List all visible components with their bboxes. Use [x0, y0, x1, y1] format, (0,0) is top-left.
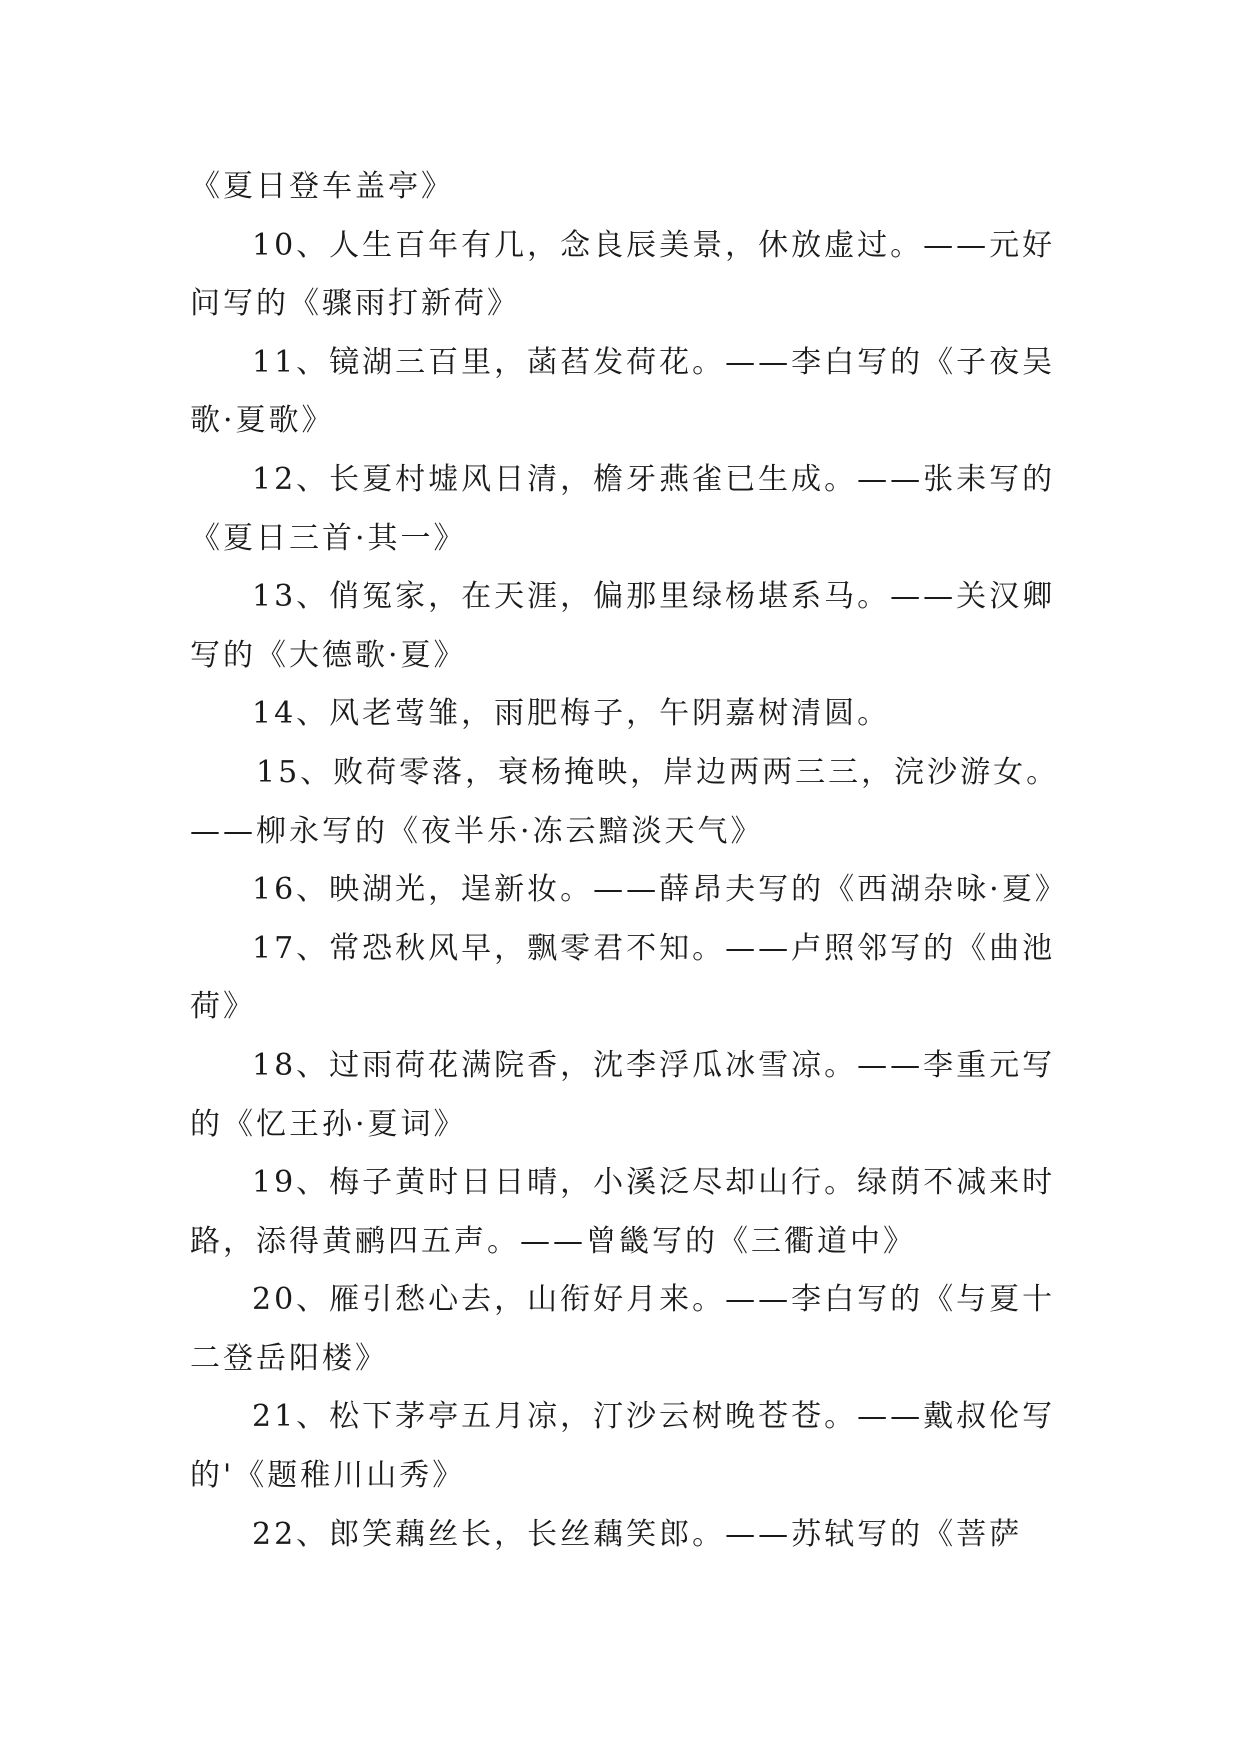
document-body [190, 158, 1068, 1564]
text-line: 荷》 [190, 989, 256, 1025]
text-line: 10、人生百年有几，念良辰美景，休放虚过。——元好 [252, 227, 1056, 263]
text-line: 13、俏冤家，在天涯，偏那里绿杨堪系马。——关汉卿 [252, 579, 1056, 615]
text-line: 20、雁引愁心去，山衔好月来。——李白写的《与夏十 [252, 1282, 1056, 1318]
text-line: 14、风老莺雏，雨肥梅子，午阴嘉树清圆。 [252, 696, 891, 732]
text-line: 路，添得黄鹂四五声。——曾畿写的《三衢道中》 [190, 1223, 916, 1259]
text-line: 的《忆王孙·夏词》 [190, 1106, 467, 1142]
text-line: 22、郎笑藕丝长，长丝藕笑郎。——苏轼写的《菩萨 [252, 1516, 1023, 1552]
text-line: ——柳永写的《夜半乐·冻云黯淡天气》 [190, 813, 764, 849]
text-line: 《夏日三首·其一》 [190, 520, 467, 556]
text-line: 12、长夏村墟风日清，檐牙燕雀已生成。——张耒写的 [252, 461, 1056, 497]
text-line: 21、松下茅亭五月凉，汀沙云树晚苍苍。——戴叔伦写 [252, 1399, 1056, 1435]
text-line: 17、常恐秋风早，飘零君不知。——卢照邻写的《曲池 [252, 930, 1056, 966]
text-line: 《夏日登车盖亭》 [190, 169, 454, 204]
text-line: 11、镜湖三百里，菡萏发荷花。——李白写的《子夜吴 [252, 344, 1056, 380]
text-line: 19、梅子黄时日日晴，小溪泛尽却山行。绿荫不减来时 [252, 1165, 1056, 1201]
text-line: 18、过雨荷花满院香，沈李浮瓜冰雪凉。——李重元写 [252, 1047, 1056, 1083]
text-line: 的'《题稚川山秀》 [190, 1458, 466, 1494]
text-line: 问写的《骤雨打新荷》 [190, 286, 520, 322]
text-line: 15、败荷零落，衰杨掩映，岸边两两三三，浣沙游女。 [256, 754, 1060, 790]
text-line: 写的《大德歌·夏》 [190, 637, 467, 673]
text-line: 歌·夏歌》 [190, 403, 335, 439]
text-line: 二登岳阳楼》 [190, 1340, 388, 1376]
text-line: 16、映湖光，逞新妆。——薛昂夫写的《西湖杂咏·夏》 [252, 872, 1068, 908]
